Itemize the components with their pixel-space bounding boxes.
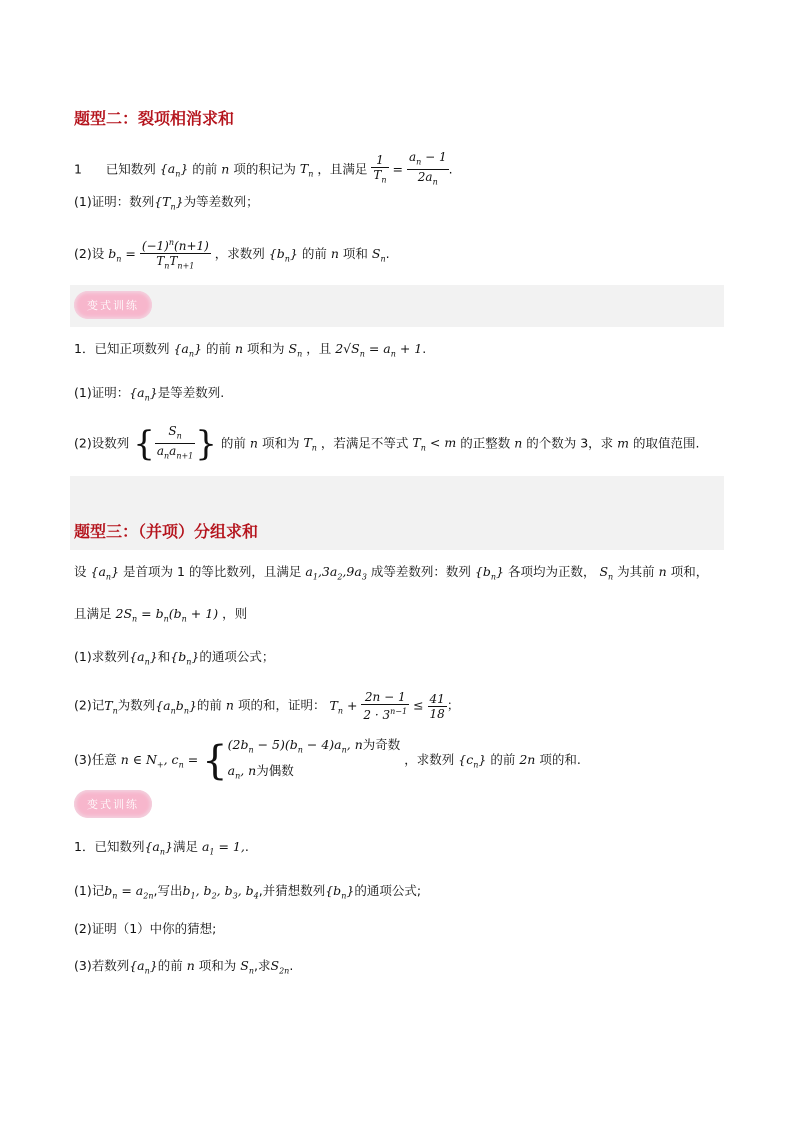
- s3-text-c: 成等差数列：数列: [370, 564, 471, 579]
- s3-line2-a: 且满足: [74, 606, 112, 621]
- s3-part-2-b: 为数列: [117, 697, 156, 713]
- math-n: n: [330, 246, 339, 262]
- math-cn: $\{c_n\}$: [458, 752, 487, 770]
- q1-text-d: ，且满足: [317, 161, 368, 177]
- section3-question-line1: [74, 563, 708, 587]
- section2-title: 题型二：裂项相消求和: [74, 109, 235, 128]
- math-s2n: $S_{2n}$: [270, 958, 290, 976]
- s3-part-2: (2)记$T_n$为数列$\{a_nb_n\}$的前 n 项的和，证明： $T_n$ + $\frac{2n - 1}{2 \cdot 3^{n-1}}$ ≤ $\frac{41}{18}$ ；: [74, 690, 460, 722]
- math-sn: $S_n$: [599, 564, 614, 582]
- math-an: $\{a_n\}$: [129, 958, 158, 976]
- case1-tail: 为奇数: [362, 737, 401, 752]
- math-a1: $a_1 = 1$,: [201, 839, 245, 857]
- math-m: m: [617, 435, 630, 451]
- math-frac-1-over-tn: $\frac{1}{T_n}$: [373, 152, 387, 185]
- question-1: 1 已知数列 $\{a_n\}$ 的前 n 项的积记为 $T_n$ ，且满足 $\frac{1}{T_n}$ = $\frac{a_n - 1}{2a_n}$ .: [74, 150, 453, 190]
- math-n: n: [234, 341, 244, 356]
- v1-part-2-a: (2)设数列: [74, 435, 130, 451]
- v1-part-2-f: 的个数为 3，求: [526, 435, 614, 451]
- s3-part-2-c: 的前: [196, 697, 222, 713]
- v1-part-2-d: ，若满足不等式: [320, 435, 409, 451]
- v2-part-3-c: 项和为: [198, 958, 237, 973]
- math-an: $\{a_n\}$: [129, 649, 158, 667]
- v2-part-1-a: (1)记: [74, 883, 105, 898]
- math-inequality: $T_n < m$: [412, 435, 457, 453]
- v1-part-2-g: 的取值范围.: [633, 435, 700, 451]
- math-frac-2n-1: $\frac{2n - 1}{2 \cdot 3^{n-1}}$: [363, 690, 408, 722]
- q1-part-2: (2)设 $b_n$ = $\frac{(-1)^n(n+1)}{T_nT_{n+1}}$ ，求数列 $\{b_n\}$ 的前 n 项和 $S_n$.: [74, 236, 390, 273]
- math-tn: $T_n$: [303, 435, 317, 453]
- variant2-part-3: (3)若数列$\{a_n\}$的前 n 项和为 $S_n$,求$S_{2n}$.: [74, 958, 294, 976]
- v2-text-b: 满足: [172, 839, 198, 854]
- variant-band: [70, 285, 724, 327]
- math-bn: $\{b_n\}$: [170, 649, 200, 667]
- math-an: $\{a_n\}$: [159, 161, 189, 179]
- v1-part-1-a: (1)证明：: [74, 385, 130, 400]
- q1-text-a: 已知数列: [105, 161, 156, 177]
- math-relation: $2S_n = b_n(b_n + 1)$: [115, 606, 219, 624]
- v2-part-1-b: ,写出: [153, 883, 183, 898]
- s3-part-3: [74, 735, 581, 786]
- s3-part-1-a: (1)求数列: [74, 649, 130, 664]
- math-b1-b4: $b_1$, $b_2$, $b_3$, $b_4$: [182, 883, 259, 901]
- v2-part-1-d: 的通项公式;: [354, 883, 422, 898]
- s3-part-3-a: (3)任意: [74, 752, 117, 767]
- math-n: n: [249, 435, 258, 451]
- s3-line2-b: ，则: [222, 606, 248, 621]
- math-eq: =: [392, 161, 403, 177]
- math-bn-seq: $\{b_n\}$: [268, 246, 298, 264]
- math-n: n: [225, 697, 234, 713]
- math-sn: $S_n$: [240, 958, 255, 976]
- math-arith: $a_1,3a_2,9a_3$: [305, 564, 367, 582]
- math-n: n: [514, 435, 523, 451]
- q1-part-1: [74, 193, 259, 217]
- math-frac-bn: $\frac{(-1)^n(n+1)}{T_nT_{n+1}}$: [141, 238, 209, 271]
- math-brace-left: {: [133, 423, 155, 464]
- v2-part-3-d: ,求: [254, 958, 271, 973]
- math-relation: $2√S_n = a_n + 1$: [335, 341, 423, 359]
- math-frac-an: $\frac{a_n - 1}{2a_n}$: [408, 150, 447, 187]
- q1-part-2-b: ，求数列: [214, 246, 265, 262]
- s3-part-1-c: 的通项公式；: [199, 649, 275, 664]
- s3-part-3-b: ，求数列: [404, 752, 455, 767]
- math-tn: $T_n$ +: [329, 697, 358, 715]
- math-n: n: [186, 958, 195, 973]
- s3-text-b: 是首项为 1 的等比数列，且满足: [123, 564, 302, 579]
- v1-text-d: ，且: [306, 341, 332, 356]
- v2-part-3-a: (3)若数列: [74, 958, 130, 973]
- math-n: n: [658, 564, 667, 579]
- math-n: n: [221, 161, 230, 177]
- s3-part-3-d: 项的和.: [539, 752, 581, 767]
- math-tn: $T_n$: [104, 697, 118, 715]
- variant-badge: 变式训练: [74, 291, 152, 319]
- math-sn: $S_n$: [288, 341, 303, 359]
- math-tn: $T_n$: [299, 161, 314, 179]
- section3-title: 题型三：（并项）分组求和: [74, 522, 259, 541]
- v2-part-3-b: 的前: [157, 958, 183, 973]
- variant-part-2: [74, 424, 699, 464]
- math-an: $\{a_n\}$: [90, 564, 120, 582]
- s3-part-2-d: 项的和，证明：: [237, 697, 326, 713]
- q1-text-b: 的前: [192, 161, 218, 177]
- variant-part-1: [74, 384, 224, 408]
- q1-text-c: 项的积记为: [233, 161, 296, 177]
- case2-tail: 为偶数: [256, 762, 294, 778]
- math-frac-41-18: $\frac{41}{18}$: [429, 691, 445, 721]
- math-domain: n ∈ $N_+$, $c_n$ =: [120, 752, 199, 770]
- v1-part-1-b: 是等差数列.: [157, 385, 225, 400]
- s3-text-d: 各项均为正数，: [507, 564, 596, 579]
- v2-text-a: 1．已知数列: [74, 839, 145, 854]
- q1-part-2-a: (2)设: [74, 246, 105, 262]
- math-sn: $S_n$: [371, 246, 386, 264]
- section3-question-line2: [74, 605, 247, 629]
- math-an: $\{a_n\}$: [144, 839, 173, 857]
- v1-part-2-e: 的正整数: [460, 435, 511, 451]
- s3-text-f: 项和，: [670, 564, 709, 579]
- q1-part-1-a: (1)证明：数列: [74, 194, 155, 209]
- s3-part-3-c: 的前: [490, 752, 516, 767]
- v1-text-c: 项和为: [247, 341, 285, 356]
- math-tn-seq: $\{T_n\}$: [154, 194, 184, 212]
- q1-part-2-c: 的前: [301, 246, 327, 262]
- variant-badge-2: 变式训练: [74, 790, 152, 818]
- math-bn: $\{b_n\}$: [325, 883, 355, 901]
- v1-text-b: 的前: [205, 341, 231, 356]
- math-cases: $(2b_n - 5)(b_n - 4)a_n$, n为奇数 $a_n$, n为偶数: [227, 737, 401, 780]
- math-brace-right: }: [195, 423, 217, 464]
- s3-text-e: 为其前: [617, 564, 655, 579]
- question-number: 1: [74, 161, 82, 177]
- math-anbn: $\{a_nb_n\}$: [155, 697, 197, 715]
- math-bn-a2n: $b_n = a_{2n}$: [104, 883, 154, 901]
- s3-part-2-a: (2)记: [74, 697, 105, 713]
- s3-part-1: [74, 648, 274, 672]
- variant2-question-1: 1．已知数列$\{a_n\}$满足 $a_1 = 1$,.: [74, 839, 249, 857]
- math-bn: $\{b_n\}$: [474, 564, 504, 582]
- q1-part-2-d: 项和: [342, 246, 368, 262]
- math-an: $\{a_n\}$: [129, 385, 158, 403]
- math-2n: 2n: [519, 752, 536, 767]
- math-frac-sn-over-anan1: $\frac{S_n}{a_na_{n+1}}$: [156, 424, 194, 461]
- variant2-part-1: [74, 882, 421, 906]
- v1-part-2-c: 项和为: [261, 435, 300, 451]
- math-bn-def: $b_n$ =: [108, 246, 136, 264]
- math-an: $\{a_n\}$: [173, 341, 202, 359]
- s3-text-a: 设: [74, 564, 87, 579]
- v2-part-1-c: ,并猜想数列: [258, 883, 326, 898]
- variant-question-1: 1．已知正项数列 $\{a_n\}$ 的前 n 项和为 $S_n$ ，且 $2√S_n = a_n + 1$.: [74, 341, 427, 359]
- s3-part-1-b: 和: [157, 649, 171, 664]
- variant2-part-2: (2)证明（1）中你的猜想;: [74, 921, 217, 936]
- q1-part-1-b: 为等差数列；: [183, 194, 259, 209]
- math-cases-brace: {: [202, 737, 228, 784]
- math-leq: ≤: [413, 697, 424, 713]
- v1-text-a: 1．已知正项数列: [74, 341, 170, 356]
- v1-part-2-b: 的前: [220, 435, 246, 451]
